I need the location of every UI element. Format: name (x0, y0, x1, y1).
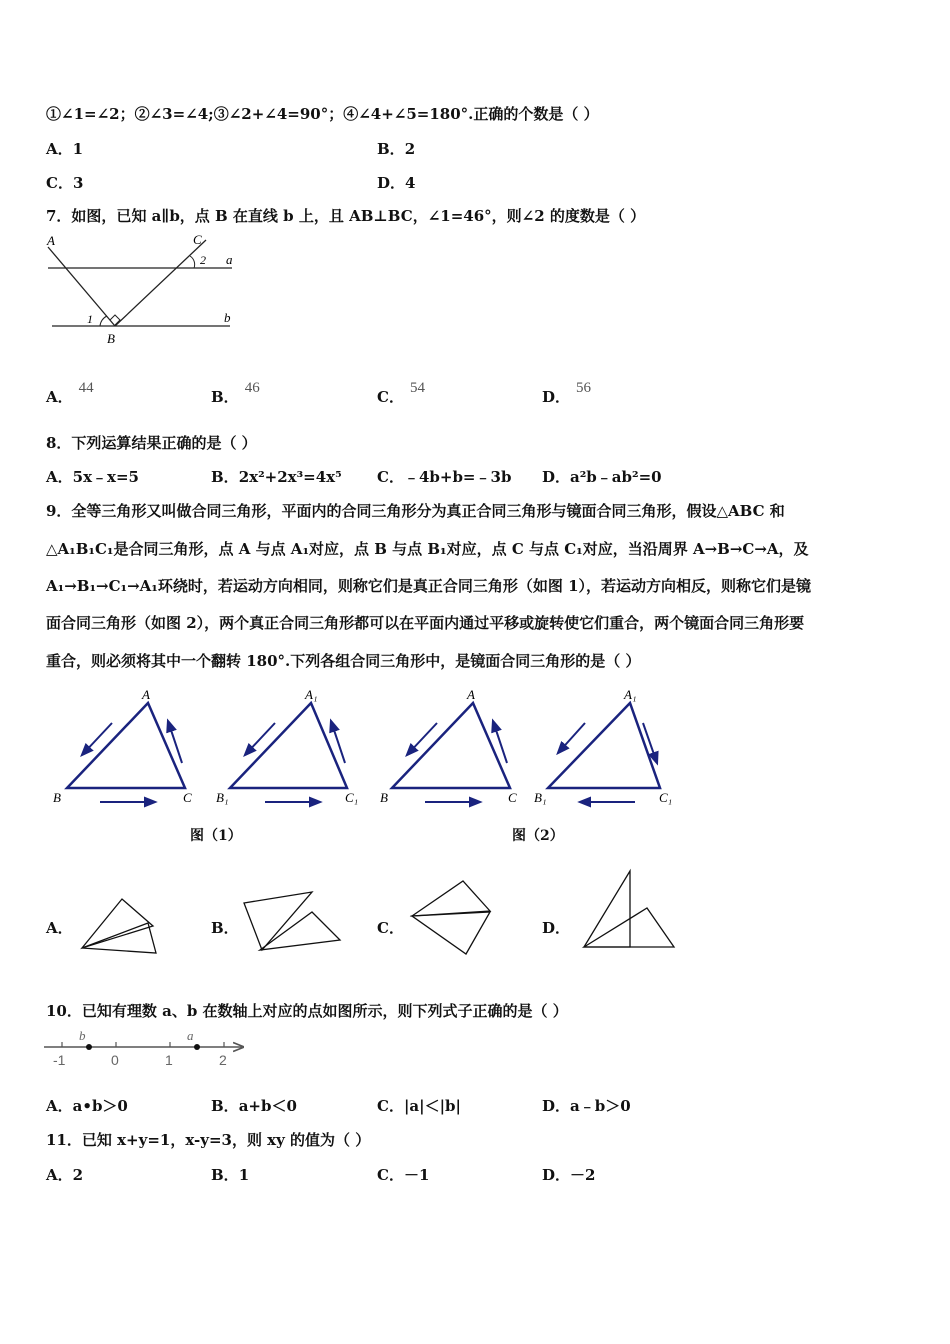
q7-option-a[interactable] (46, 380, 94, 407)
svg-text:A: A (142, 687, 150, 702)
point-a (194, 1044, 200, 1050)
option-letter: B． (211, 1097, 239, 1115)
tick-label-2: 2 (219, 1052, 227, 1068)
point-b-label: b (79, 1028, 86, 1043)
svg-text:B₁: B₁ (534, 790, 547, 805)
option-letter: C． (46, 174, 73, 192)
point-a-label: a (187, 1028, 194, 1043)
option-text: －1 (403, 1166, 430, 1184)
option-text: a﹣b＞0 (570, 1097, 631, 1115)
q7-figure (44, 232, 244, 347)
q6-option-a[interactable] (46, 138, 83, 159)
q9-line-4: 面合同三角形（如图 2），两个真正合同三角形都可以在平面内通过平移或旋转使它们重合，两个镜面合同三角形要 (46, 614, 805, 632)
option-letter: B． (211, 388, 239, 406)
option-letter: C． (377, 468, 404, 486)
tick-label--1: -1 (53, 1052, 66, 1068)
svg-text:B: B (53, 790, 61, 805)
label-A: A (47, 233, 55, 248)
q9-line-3: A₁→B₁→C₁→A₁环绕时，若运动方向相同，则称它们是真正合同三角形（如图 1），若运动方向相反，则称它们是镜 (46, 577, 812, 595)
q7-option-b[interactable] (211, 380, 260, 407)
option-letter: D． (542, 1166, 571, 1184)
option-letter: A． (46, 919, 73, 937)
svg-text:B₁: B₁ (216, 790, 229, 805)
label-1: 1 (87, 312, 93, 326)
q9-option-c-figure (408, 878, 498, 958)
option-letter: D． (542, 1097, 571, 1115)
q9-line-1: 9．全等三角形又叫做合同三角形，平面内的合同三角形分为真正合同三角形与镜面合同三角形，假设△ABC 和 (46, 502, 785, 520)
option-text: 2 (404, 140, 416, 158)
triangle-a1b1c1-fig1 (216, 687, 358, 805)
q7-stem: 7．如图，已知 a∥b，点 B 在直线 b 上，且 AB⊥BC，∠1=46°，则∠2 的度数是（ ） (46, 207, 646, 225)
option-letter: B． (377, 140, 405, 158)
label-a: a (226, 252, 233, 267)
svg-text:C: C (183, 790, 192, 805)
label-B: B (107, 331, 115, 346)
option-text: |a|＜|b| (403, 1097, 461, 1115)
q8-option-d[interactable] (542, 466, 662, 487)
option-text: a•b＞0 (72, 1097, 128, 1115)
segment-ab (48, 247, 115, 326)
svg-text:A: A (467, 687, 475, 702)
option-letter: D． (377, 174, 406, 192)
q10-stem: 10．已知有理数 a、b 在数轴上对应的点如图所示，则下列式子正确的是（ ） (46, 1002, 568, 1020)
tick-label-1: 1 (165, 1052, 173, 1068)
q8-option-c[interactable] (377, 466, 511, 487)
option-letter: D． (542, 919, 571, 937)
option-letter: A． (46, 468, 73, 486)
point-b (86, 1044, 92, 1050)
label-C: C (193, 232, 202, 247)
option-text: 3 (72, 174, 84, 192)
q6-option-b[interactable] (377, 138, 415, 159)
angle-2-arc (190, 256, 195, 268)
option-text: 2 (72, 1166, 84, 1184)
q9-option-d-figure (580, 868, 680, 953)
option-letter: C． (377, 919, 404, 937)
option-text: ﹣4b+b=﹣3b (403, 468, 512, 486)
option-letter: C． (377, 388, 404, 406)
q6-statement: ①∠1=∠2；②∠3=∠4;③∠2+∠4=90°；④∠4+∠5=180°.正确的个数是（ ） (46, 105, 599, 123)
q9-option-a-figure (78, 893, 160, 958)
q10-option-b[interactable] (211, 1095, 297, 1116)
q8-option-a[interactable] (46, 466, 139, 487)
q11-option-a[interactable] (46, 1164, 83, 1185)
q9-option-d[interactable] (542, 917, 570, 938)
svg-text:C: C (508, 790, 517, 805)
option-text: 1 (72, 140, 84, 158)
svg-text:A₁: A₁ (624, 687, 637, 702)
q11-option-d[interactable] (542, 1164, 595, 1185)
q10-option-d[interactable] (542, 1095, 631, 1116)
option-letter: D． (542, 468, 571, 486)
q11-option-b[interactable] (211, 1164, 249, 1185)
q9-option-a[interactable] (46, 917, 73, 938)
segment-bc (115, 240, 206, 326)
option-letter: A． (46, 388, 73, 406)
option-letter: B． (211, 468, 239, 486)
option-value: 46 (244, 380, 260, 396)
q8-stem: 8．下列运算结果正确的是（ ） (46, 434, 257, 452)
option-text: a+b＜0 (238, 1097, 297, 1115)
triangle-a1b1c1-fig2 (534, 687, 672, 805)
option-text: 1 (238, 1166, 250, 1184)
q9-option-b-figure (240, 888, 345, 953)
option-text: 2x²+2x³=4x⁵ (238, 468, 342, 486)
option-letter: C． (377, 1097, 404, 1115)
q9-option-b[interactable] (211, 917, 239, 938)
q9-triangle-figures (40, 685, 690, 810)
option-text: 5x﹣x=5 (72, 468, 139, 486)
option-letter: B． (211, 919, 239, 937)
q11-option-c[interactable] (377, 1164, 429, 1185)
tick-label-0: 0 (111, 1052, 119, 1068)
q9-option-c[interactable] (377, 917, 404, 938)
q10-option-a[interactable] (46, 1095, 128, 1116)
caption-figure-2: 图（2） (512, 828, 564, 844)
q8-option-b[interactable] (211, 466, 342, 487)
option-letter: D． (542, 388, 571, 406)
option-letter: A． (46, 140, 73, 158)
label-b: b (224, 310, 231, 325)
option-text: 4 (405, 174, 416, 192)
label-2: 2 (200, 253, 206, 267)
q9-line-2: △A₁B₁C₁是合同三角形，点 A 与点 A₁对应，点 B 与点 B₁对应，点 C 与点 C₁对应，当沿周界 A→B→C→A，及 (46, 540, 809, 558)
q11-stem: 11．已知 x+y=1，x-y=3，则 xy 的值为（ ） (46, 1131, 371, 1149)
option-value: 56 (576, 380, 592, 396)
svg-text:C₁: C₁ (659, 790, 673, 805)
option-letter: C． (377, 1166, 404, 1184)
caption-figure-1: 图（1） (190, 828, 242, 844)
q10-number-line (44, 1027, 254, 1072)
option-text: a²b﹣ab²=0 (570, 468, 662, 486)
option-letter: A． (46, 1166, 73, 1184)
q6-option-c[interactable] (46, 172, 83, 193)
q7-option-d[interactable] (542, 380, 592, 407)
q7-option-c[interactable] (377, 380, 425, 407)
angle-1-arc (100, 316, 107, 326)
svg-text:B: B (380, 790, 388, 805)
option-text: －2 (570, 1166, 596, 1184)
option-letter: A． (46, 1097, 73, 1115)
q6-option-d[interactable] (377, 172, 415, 193)
q10-option-c[interactable] (377, 1095, 461, 1116)
option-value: 54 (409, 380, 425, 396)
q9-line-5: 重合，则必须将其中一个翻转 180°.下列各组合同三角形中，是镜面合同三角形的是（ ） (46, 652, 641, 670)
option-value: 44 (78, 380, 94, 396)
svg-text:A₁: A₁ (305, 687, 318, 702)
triangle-abc-fig1 (53, 687, 192, 805)
option-letter: B． (211, 1166, 239, 1184)
triangle-abc-fig2 (380, 687, 517, 805)
svg-text:C₁: C₁ (345, 790, 359, 805)
